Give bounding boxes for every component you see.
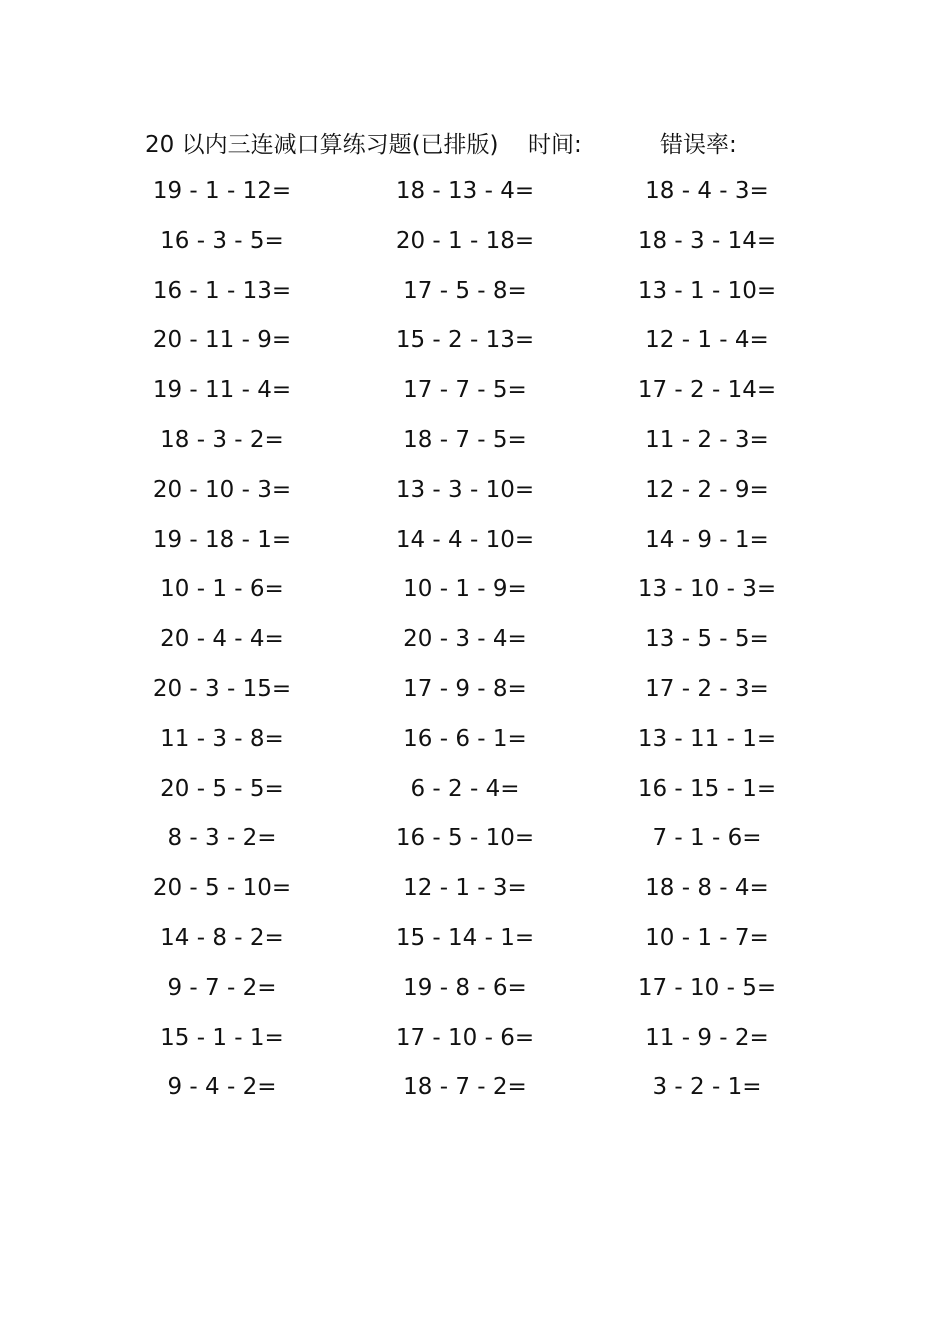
- problem-item: 18 - 4 - 3=: [645, 178, 769, 204]
- problem-item: 17 - 2 - 3=: [645, 675, 769, 702]
- problem-item: 13 - 5 - 5=: [645, 626, 769, 653]
- problem-item: 19 - 8 - 6=: [403, 974, 527, 1001]
- problem-item: 10 - 1 - 6=: [160, 576, 284, 603]
- problem-item: 11 - 3 - 8=: [160, 725, 284, 752]
- problem-item: 15 - 2 - 13=: [395, 327, 535, 354]
- problem-item: 16 - 6 - 1=: [403, 725, 527, 752]
- problem-item: 18 - 8 - 4=: [645, 875, 769, 902]
- worksheet-header: [0, 126, 950, 160]
- problem-item: 14 - 9 - 1=: [645, 526, 769, 553]
- problem-item: 8 - 3 - 2=: [167, 825, 277, 852]
- problem-item: 12 - 2 - 9=: [645, 476, 769, 503]
- problem-item: 3 - 2 - 1=: [652, 1074, 762, 1101]
- problem-item: 10 - 1 - 9=: [403, 576, 527, 603]
- problem-item: 17 - 2 - 14=: [637, 377, 777, 404]
- problem-item: 18 - 7 - 2=: [403, 1074, 527, 1101]
- problem-item: 13 - 1 - 10=: [637, 277, 777, 304]
- problem-item: 14 - 4 - 10=: [395, 526, 535, 553]
- problem-item: 15 - 14 - 1=: [395, 924, 535, 951]
- problem-item: 17 - 10 - 6=: [395, 1024, 535, 1051]
- problem-item: 13 - 3 - 10=: [395, 476, 535, 503]
- problem-item: 16 - 15 - 1=: [637, 775, 777, 802]
- problem-item: 20 - 3 - 15=: [152, 675, 292, 702]
- problem-item: 14 - 8 - 2=: [160, 924, 284, 951]
- problem-item: 12 - 1 - 4=: [645, 327, 769, 354]
- worksheet-title: 20 以内三连减口算练习题(已排版): [145, 132, 499, 158]
- problem-item: 19 - 18 - 1=: [152, 526, 292, 553]
- problem-item: 18 - 3 - 2=: [160, 426, 284, 453]
- problem-item: 12 - 1 - 3=: [403, 875, 527, 902]
- problem-item: 18 - 7 - 5=: [403, 426, 527, 453]
- time-label: 时间:: [528, 132, 582, 158]
- problem-item: 13 - 10 - 3=: [637, 576, 777, 603]
- problem-item: 13 - 11 - 1=: [637, 725, 777, 752]
- problem-item: 20 - 5 - 10=: [152, 875, 292, 902]
- problem-item: 17 - 10 - 5=: [637, 974, 777, 1001]
- problem-column-1: [107, 171, 337, 1117]
- problem-item: 18 - 13 - 4=: [395, 178, 535, 204]
- problem-item: 20 - 11 - 9=: [152, 327, 292, 354]
- problem-item: 9 - 4 - 2=: [167, 1074, 277, 1101]
- problem-item: 20 - 3 - 4=: [403, 626, 527, 653]
- problem-column-2: [350, 171, 580, 1117]
- problem-item: 15 - 1 - 1=: [160, 1024, 284, 1051]
- problem-item: 17 - 9 - 8=: [403, 675, 527, 702]
- problem-item: 16 - 3 - 5=: [160, 227, 284, 254]
- problem-item: 17 - 7 - 5=: [403, 377, 527, 404]
- problem-item: 16 - 5 - 10=: [395, 825, 535, 852]
- problem-item: 20 - 1 - 18=: [395, 227, 535, 254]
- problem-item: 6 - 2 - 4=: [410, 775, 520, 802]
- problem-item: 11 - 2 - 3=: [645, 426, 769, 453]
- problem-item: 7 - 1 - 6=: [652, 825, 762, 852]
- error-rate-label: 错误率:: [660, 132, 737, 158]
- problem-item: 9 - 7 - 2=: [167, 974, 277, 1001]
- problem-item: 20 - 4 - 4=: [160, 626, 284, 653]
- problem-item: 11 - 9 - 2=: [645, 1024, 769, 1051]
- problem-item: 19 - 1 - 12=: [152, 178, 292, 204]
- problem-item: 20 - 10 - 3=: [152, 476, 292, 503]
- problem-item: 18 - 3 - 14=: [637, 227, 777, 254]
- problem-item: 10 - 1 - 7=: [645, 924, 769, 951]
- problem-item: 20 - 5 - 5=: [160, 775, 284, 802]
- problem-column-3: [592, 171, 822, 1117]
- problem-item: 16 - 1 - 13=: [152, 277, 292, 304]
- problem-item: 17 - 5 - 8=: [403, 277, 527, 304]
- problem-item: 19 - 11 - 4=: [152, 377, 292, 404]
